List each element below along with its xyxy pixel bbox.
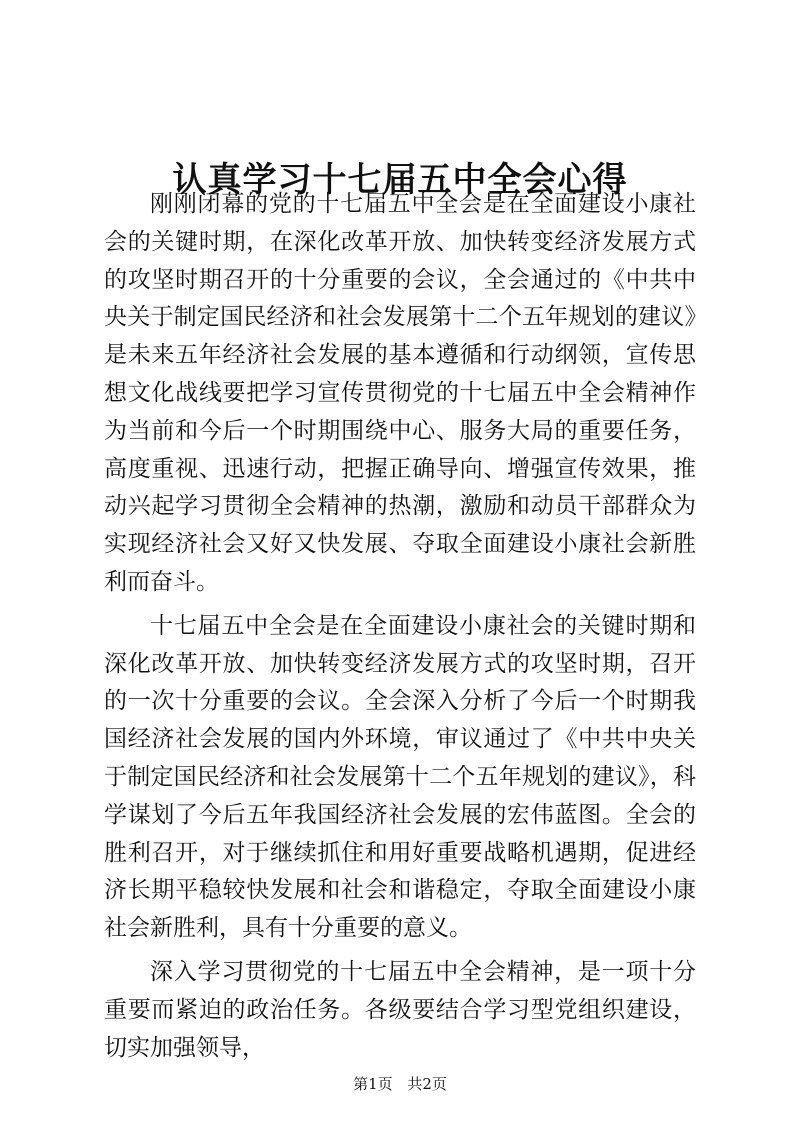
document-title: 认真学习十七届五中全会心得	[172, 159, 628, 200]
document-body	[104, 186, 696, 1073]
paragraph: 深入学习贯彻党的十七届五中全会精神，是一项十分重要而紧迫的政治任务。各级要结合学习型党组织建设，切实加强领导，	[104, 958, 696, 1061]
paragraph: 十七届五中全会是在全面建设小康社会的关键时期和深化改革开放、加快转变经济发展方式的攻坚时期，召开的一次十分重要的会议。全会深入分析了今后一个时期我国经济社会发展的国内外环境，审议通过了《中共中央关于制定国民经济和社会发展第十二个五年规划的建议》，科学谋划了今后五年我国经济社会发展的宏伟蓝图。全会的胜利召开，对于继续抓住和用好重要战略机遇期，促进经济长期平稳较快发展和社会和谐稳定，夺取全面建设小康社会新胜利，具有十分重要的意义。	[104, 612, 696, 942]
page-footer	[0, 1073, 800, 1095]
page-total: 共2页	[407, 1075, 447, 1093]
paragraph: 刚刚闭幕的党的十七届五中全会是在全面建设小康社会的关键时期，在深化改革开放、加快转变经济发展方式的攻坚时期召开的十分重要的会议，全会通过的《中共中央关于制定国民经济和社会发展第十二个五年规划的建议》是未来五年经济社会发展的基本遵循和行动纲领，宣传思想文化战线要把学习宣传贯彻党的十七届五中全会精神作为当前和今后一个时期围绕中心、服务大局的重要任务，高度重视、迅速行动，把握正确导向、增强宣传效果，推动兴起学习贯彻全会精神的热潮，激励和动员干部群众为实现经济社会又好又快发展、夺取全面建设小康社会新胜利而奋斗。	[104, 191, 696, 595]
page-number: 第1页	[353, 1075, 393, 1093]
